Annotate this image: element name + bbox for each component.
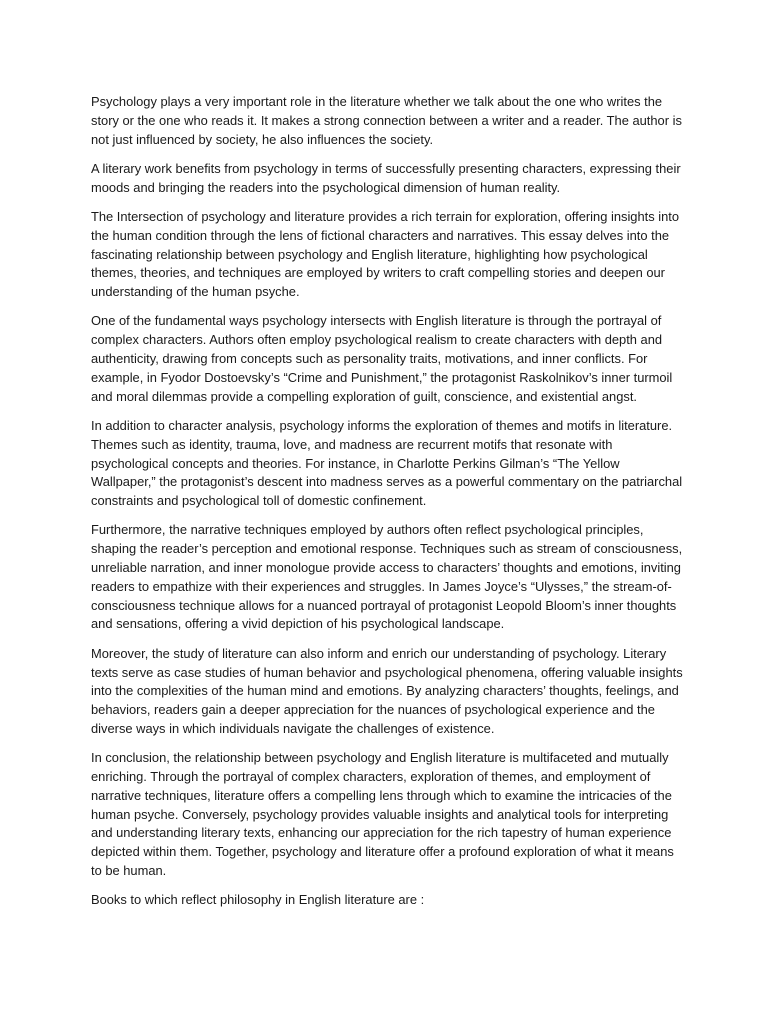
- paragraph-narrative-techniques: Furthermore, the narrative techniques employed by authors often reflect psychological principles, shaping the reader’s perception and emotional response. Techniques such as stream of consciousness, unreliable narration, and inner monologue provide access to characters’ thoughts and emotions, inviting readers to empathize with their experiences and struggles. In James Joyce’s “Ulysses,” the stream-of-consciousness technique allows for a nuanced portrayal of protagonist Leopold Bloom’s inner thoughts and sensations, offering a vivid depiction of his psychological landscape.: [91, 522, 683, 632]
- paragraph-complex-characters: One of the fundamental ways psychology intersects with English literature is through the portrayal of complex characters. Authors often employ psychological realism to create characters with depth and authenticity, drawing from concepts such as personality traits, motivations, and inner conflicts. For example, in Fyodor Dostoevsky’s “Crime and Punishment,” the protagonist Raskolnikov’s inner turmoil and moral dilemmas provide a compelling exploration of guilt, conscience, and existential angst.: [91, 313, 673, 404]
- paragraph-themes-motifs: In addition to character analysis, psychology informs the exploration of themes and motifs in literature. Themes such as identity, trauma, love, and madness are recurrent motifs that resonate with psychological concepts and theories. For instance, in Charlotte Perkins Gilman’s “The Yellow Wallpaper,” the protagonist’s descent into madness serves as a powerful commentary on the patriarchal constraints and psychological toll of domestic confinement.: [91, 417, 683, 509]
- paragraph-intersection: The Intersection of psychology and literature provides a rich terrain for exploration, offering insights into the human condition through the lens of fictional characters and narratives. This essay delves into the fascinating relationship between psychology and English literature, highlighting how psychological themes, theories, and techniques are employed by writers to craft compelling stories and deepen our understanding of the human psyche.: [91, 208, 680, 300]
- paragraph-literary-work: A literary work benefits from psychology in terms of successfully presenting characters, expressing their moods and bringing the readers into the psychological dimension of human reality.: [91, 160, 681, 195]
- document-body: [91, 93, 683, 921]
- paragraph-conclusion: In conclusion, the relationship between psychology and English literature is multifaceted and mutually enriching. Through the portrayal of complex characters, exploration of themes, and employment of narrative techniques, literature offers a compelling lens through which to examine the intricacies of the human psyche. Conversely, psychology provides valuable insights and analytical tools for interpreting and understanding literary texts, enhancing our appreciation for the rich tapestry of human experience depicted within them. Together, psychology and literature offer a profound exploration of what it means to be human.: [91, 750, 674, 878]
- paragraph-books-list-intro: Books to which reflect philosophy in English literature are :: [91, 892, 425, 908]
- paragraph-study-of-literature: Moreover, the study of literature can also inform and enrich our understanding of psychology. Literary texts serve as case studies of human behavior and psychological phenomena, offering valuable insights into the complexities of the human mind and emotions. By analyzing characters’ thoughts, feelings, and behaviors, readers gain a deeper appreciation for the nuances of psychological experience and the diverse ways in which individuals navigate the challenges of existence.: [91, 645, 683, 736]
- paragraph-intro: Psychology plays a very important role in the literature whether we talk about the one who writes the story or the one who reads it. It makes a strong connection between a writer and a reader. The author is not just influenced by society, he also influences the society.: [91, 94, 682, 147]
